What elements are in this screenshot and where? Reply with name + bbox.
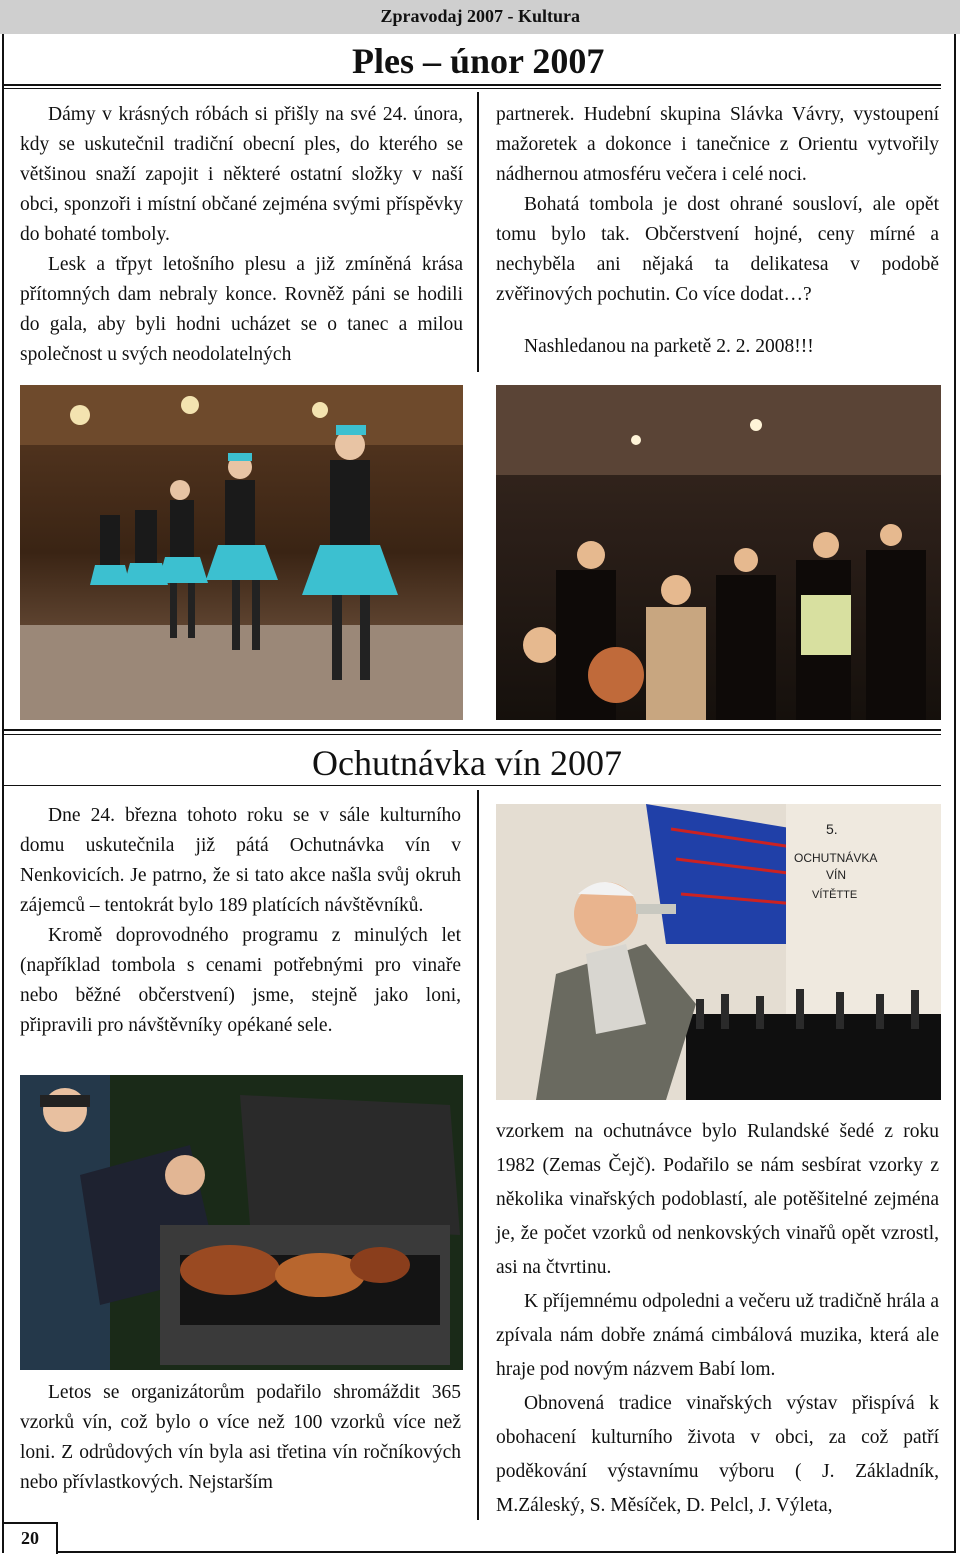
running-title: Zpravodaj 2007 - Kultura xyxy=(380,6,580,26)
title-rule xyxy=(4,729,941,731)
banner-line: OCHUTNÁVKA xyxy=(794,851,878,865)
paragraph: K příjemnému odpoledni a večeru už tradičně hrála a zpívala nám dobře známá cimbálová muzika, která ale hraje pod novým názvem Babí lom. xyxy=(496,1291,939,1380)
article-ples-title: Ples – únor 2007 xyxy=(352,41,605,81)
paragraph: Dámy v krásných róbách si přišly na své 24. února, kdy se uskutečnil tradiční obecní ples, do kterého se většinou snaží zapojit i některé ostatní složky v naší obci, sponzoři i místní občané zejména svými příspěvky do bohaté tomboly. xyxy=(20,104,463,245)
banner-number: 5. xyxy=(826,821,838,837)
paragraph: Kromě doprovodného programu z minulých let (například tombola s cenami potřebnými pro vinaře nebo běžné občerstvení) jsme, stejně jako loni, připravili pro návštěvníky opékané sele. xyxy=(20,925,461,1036)
wine-right-column xyxy=(496,1115,939,1523)
column-rule xyxy=(477,92,479,372)
banner-line: VÍTĚTTE xyxy=(812,889,858,901)
wine-left-column-top xyxy=(20,801,461,1041)
page-number-box xyxy=(4,1522,58,1554)
title-rule-thin xyxy=(4,734,941,735)
title-rule-bottom xyxy=(4,785,941,786)
title-rule xyxy=(4,84,941,86)
article-wine-title: Ochutnávka vín 2007 xyxy=(312,743,622,783)
column-rule xyxy=(477,790,479,1520)
paragraph: Obnovená tradice vinařských výstav přispívá k obohacení kulturního života v obci, za což patří poděkování výstavnímu výboru ( J. Základník, M.Záleský, S. Měsíček, D. Pelcl, J. Výleta, xyxy=(496,1393,939,1516)
ples-left-column xyxy=(20,100,463,370)
wine-left-column-bottom xyxy=(20,1378,461,1498)
paragraph: Bohatá tombola je dost ohrané sousloví, ale opět tomu bylo tak. Občerstvení hojné, ceny mírné a nechyběla ani nějaká ta delikatesa v podobě zvěřinových pochutin. Co více dodat…? xyxy=(496,194,939,305)
page-number: 20 xyxy=(21,1528,39,1548)
paragraph: Dne 24. března tohoto roku se v sále kulturního domu uskutečnila již pátá Ochutnávka vín v Nenkovicích. Je patrno, že si tato akce našla svůj okruh zájemců – tentokrát bylo 189 platících návštěvníků. xyxy=(20,805,461,916)
photo-majorettes xyxy=(20,385,463,720)
paragraph: Lesk a třpyt letošního plesu a již zmíněná krása přítomných dam nebraly konce. Rovněž páni se hodili do gala, aby byli hodni ucházet se o tanec a milou společnost u svých neodolatelných xyxy=(20,254,463,365)
paragraph: vzorkem na ochutnávce bylo Rulandské šedé z roku 1982 (Zemas Čejč). Podařilo se nám sesbírat vzorky z několika vinařských podoblastí, ale potěšitelné zejména je, že počet vzorků od nenkovských vinařů opět vzrostl, asi na čtvrtinu. xyxy=(496,1121,939,1278)
paragraph: Nashledanou na parketě 2. 2. 2008!!! xyxy=(524,336,814,357)
photo-dance-floor xyxy=(496,385,941,720)
page-frame-left xyxy=(2,34,4,1552)
paragraph: Letos se organizátorům podařilo shromáždit 365 vzorků vín, což bylo o více než 100 vzorků více než loni. Z odrůdových vín byla asi třetina vín ročníkových nebo přívlastkových. Nejstarším xyxy=(20,1382,461,1493)
page-frame-right xyxy=(954,34,956,1552)
ples-right-column xyxy=(496,100,939,362)
banner-line: VÍN xyxy=(826,868,847,882)
photo-wine-tasting xyxy=(496,804,941,1100)
page-frame-bottom xyxy=(2,1551,956,1553)
title-rule-thin xyxy=(4,88,941,89)
paragraph: partnerek. Hudební skupina Slávka Vávry, vystoupení mažoretek a dokonce i tanečnice z Orientu vytvořily nádhernou atmosféru večera i celé noci. xyxy=(496,104,939,185)
photo-roasting-pig xyxy=(20,1075,463,1370)
